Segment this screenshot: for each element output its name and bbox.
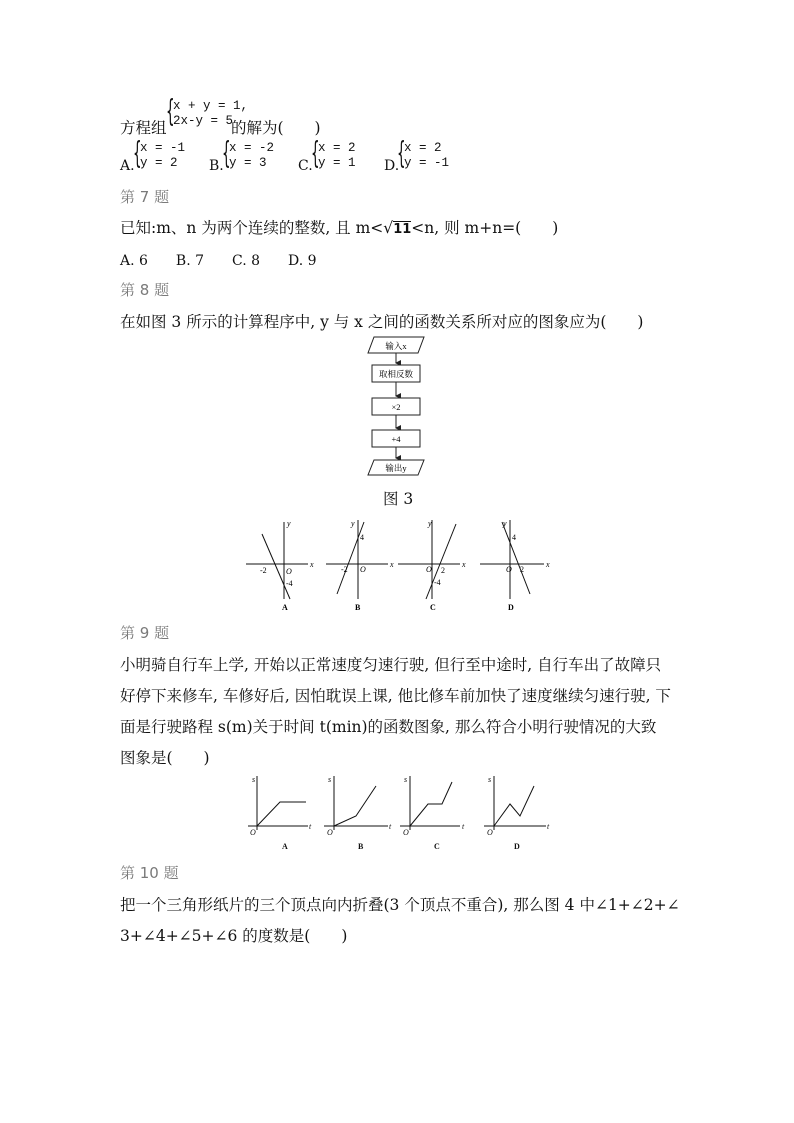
flow-input-text: 输入x: [385, 341, 407, 351]
q10-line-2: 3+∠4+∠5+∠6 的度数是( ): [120, 927, 348, 945]
q6-option-c: [318, 141, 356, 171]
flow-plus4-text: +4: [391, 434, 401, 444]
axis-x-label: x: [462, 560, 466, 569]
origin-label: O: [426, 565, 432, 574]
q6-option-b-label: B.: [209, 158, 224, 174]
origin-label: O: [487, 828, 493, 837]
q8-heading: 第 8 题: [120, 281, 170, 299]
q6-option-c-brace: {: [311, 136, 320, 171]
q7-text: [120, 216, 558, 238]
q6-option-c-line2: y = 1: [318, 156, 356, 170]
axis-x-label: t: [547, 822, 550, 831]
q6-option-b-line1: x = -2: [229, 141, 275, 155]
origin-label: O: [403, 828, 409, 837]
axis-y-label: y: [503, 519, 507, 528]
q9-line-2: 好停下来修车, 车修好后, 因怕耽误上课, 他比修车前加快了速度继续匀速行驶, 下: [120, 687, 671, 705]
q6-prefix: 方程组: [120, 119, 167, 137]
q6-eq-1: x + y = 1,: [173, 99, 249, 113]
axis-y-label: s: [252, 775, 256, 784]
flow-negate: [372, 365, 420, 382]
q6-option-d-brace: {: [397, 136, 406, 171]
tick-label: -2: [341, 565, 348, 574]
q6-brace: {: [166, 94, 175, 129]
q6-option-d: [404, 141, 449, 171]
q8-graph-d: [480, 519, 550, 612]
axis-y-label: s: [404, 775, 408, 784]
graph-label-c: C: [430, 603, 436, 612]
graph-label-d: D: [508, 603, 514, 612]
q9-graph-a: [248, 776, 308, 830]
axis-y-label: y: [428, 519, 432, 528]
q10-line-1: 把一个三角形纸片的三个顶点向内折叠(3 个顶点不重合), 那么图 4 中∠1+∠2+∠: [120, 896, 680, 914]
sqrt-icon: √: [383, 219, 394, 237]
q6-option-b: [229, 141, 274, 171]
q6-option-d-line2: y = -1: [404, 156, 450, 170]
flow-plus4: [372, 430, 420, 447]
q7-heading: 第 7 题: [120, 188, 170, 206]
q8-graph-a: [246, 519, 314, 612]
q7-text-before: 已知:m、n 为两个连续的整数, 且 m<: [120, 219, 384, 237]
axis-y-label: y: [287, 519, 291, 528]
origin-label: O: [506, 565, 512, 574]
q6-suffix: 的解为( ): [231, 119, 321, 137]
tick-label: -4: [286, 579, 293, 588]
graph-label-b: B: [358, 842, 364, 851]
axis-x-label: x: [546, 560, 550, 569]
tick-label: -4: [434, 578, 441, 587]
origin-label: O: [286, 567, 292, 576]
q10-heading: 第 10 题: [120, 864, 179, 882]
axis-y-label: s: [488, 775, 492, 784]
q6-option-d-label: D.: [384, 158, 400, 174]
q6-option-b-line2: y = 3: [229, 156, 267, 170]
q7-text-after: <n, 则 m+n=( ): [411, 219, 559, 237]
q8-flowchart: [360, 334, 440, 479]
flow-output: [368, 460, 424, 475]
q6-option-a: [140, 141, 185, 171]
graph-label-c: C: [434, 842, 440, 851]
q8-graph-b: [326, 519, 394, 612]
tick-label: -2: [260, 566, 267, 575]
q9-graph-c: [400, 776, 460, 830]
axis-y-label: y: [351, 519, 355, 528]
tick-label: 2: [441, 566, 445, 575]
flow-times2: [372, 398, 420, 415]
q6-option-a-line2: y = 2: [140, 156, 178, 170]
q6-eq-2: 2x-y = 5: [173, 114, 234, 128]
graph-label-a: A: [282, 603, 288, 612]
q7-options: A. 6 B. 7 C. 8 D. 9: [120, 253, 317, 269]
q8-graph-c: [398, 519, 466, 612]
q9-graphs: [244, 772, 554, 854]
axis-x-label: x: [310, 560, 314, 569]
q6-option-a-brace: {: [133, 136, 142, 171]
tick-label: 4: [360, 533, 364, 542]
origin-label: O: [360, 565, 366, 574]
flow-negate-text: 取相反数: [378, 369, 414, 379]
flow-times2-text: ×2: [391, 402, 401, 412]
origin-label: O: [250, 828, 256, 837]
q7-sqrt-number: 11: [393, 222, 412, 237]
axis-x-label: t: [389, 822, 392, 831]
graph-label-a: A: [282, 842, 288, 851]
tick-label: 2: [520, 565, 524, 574]
flow-input: [368, 337, 424, 353]
graph-label-b: B: [355, 603, 361, 612]
q9-line-4: 图象是( ): [120, 749, 210, 767]
q9-graph-d: [484, 776, 546, 830]
axis-x-label: x: [390, 560, 394, 569]
q8-figure-caption: 图 3: [383, 490, 414, 508]
axis-y-label: s: [328, 775, 332, 784]
q6-option-d-line1: x = 2: [404, 141, 442, 155]
origin-label: O: [327, 828, 333, 837]
tick-label: 4: [512, 533, 516, 542]
q9-graph-b: [324, 776, 388, 830]
axis-x-label: t: [309, 822, 312, 831]
q6-option-c-label: C.: [298, 158, 313, 174]
q9-line-1: 小明骑自行车上学, 开始以正常速度匀速行驶, 但行至中途时, 自行车出了故障只: [120, 656, 662, 674]
graph-label-d: D: [514, 842, 520, 851]
q6-option-a-line1: x = -1: [140, 141, 186, 155]
q8-text: 在如图 3 所示的计算程序中, y 与 x 之间的函数关系所对应的图象应为( ): [120, 313, 644, 331]
q6-option-a-label: A.: [120, 158, 135, 174]
q9-heading: 第 9 题: [120, 624, 170, 642]
q6-option-b-brace: {: [222, 136, 231, 171]
q6-option-c-line1: x = 2: [318, 141, 356, 155]
q8-graphs: [244, 514, 554, 614]
axis-x-label: t: [462, 822, 465, 831]
q9-line-3: 面是行驶路程 s(m)关于时间 t(min)的函数图象, 那么符合小明行驶情况的大致: [120, 718, 657, 736]
flow-output-text: 输出y: [385, 463, 407, 473]
